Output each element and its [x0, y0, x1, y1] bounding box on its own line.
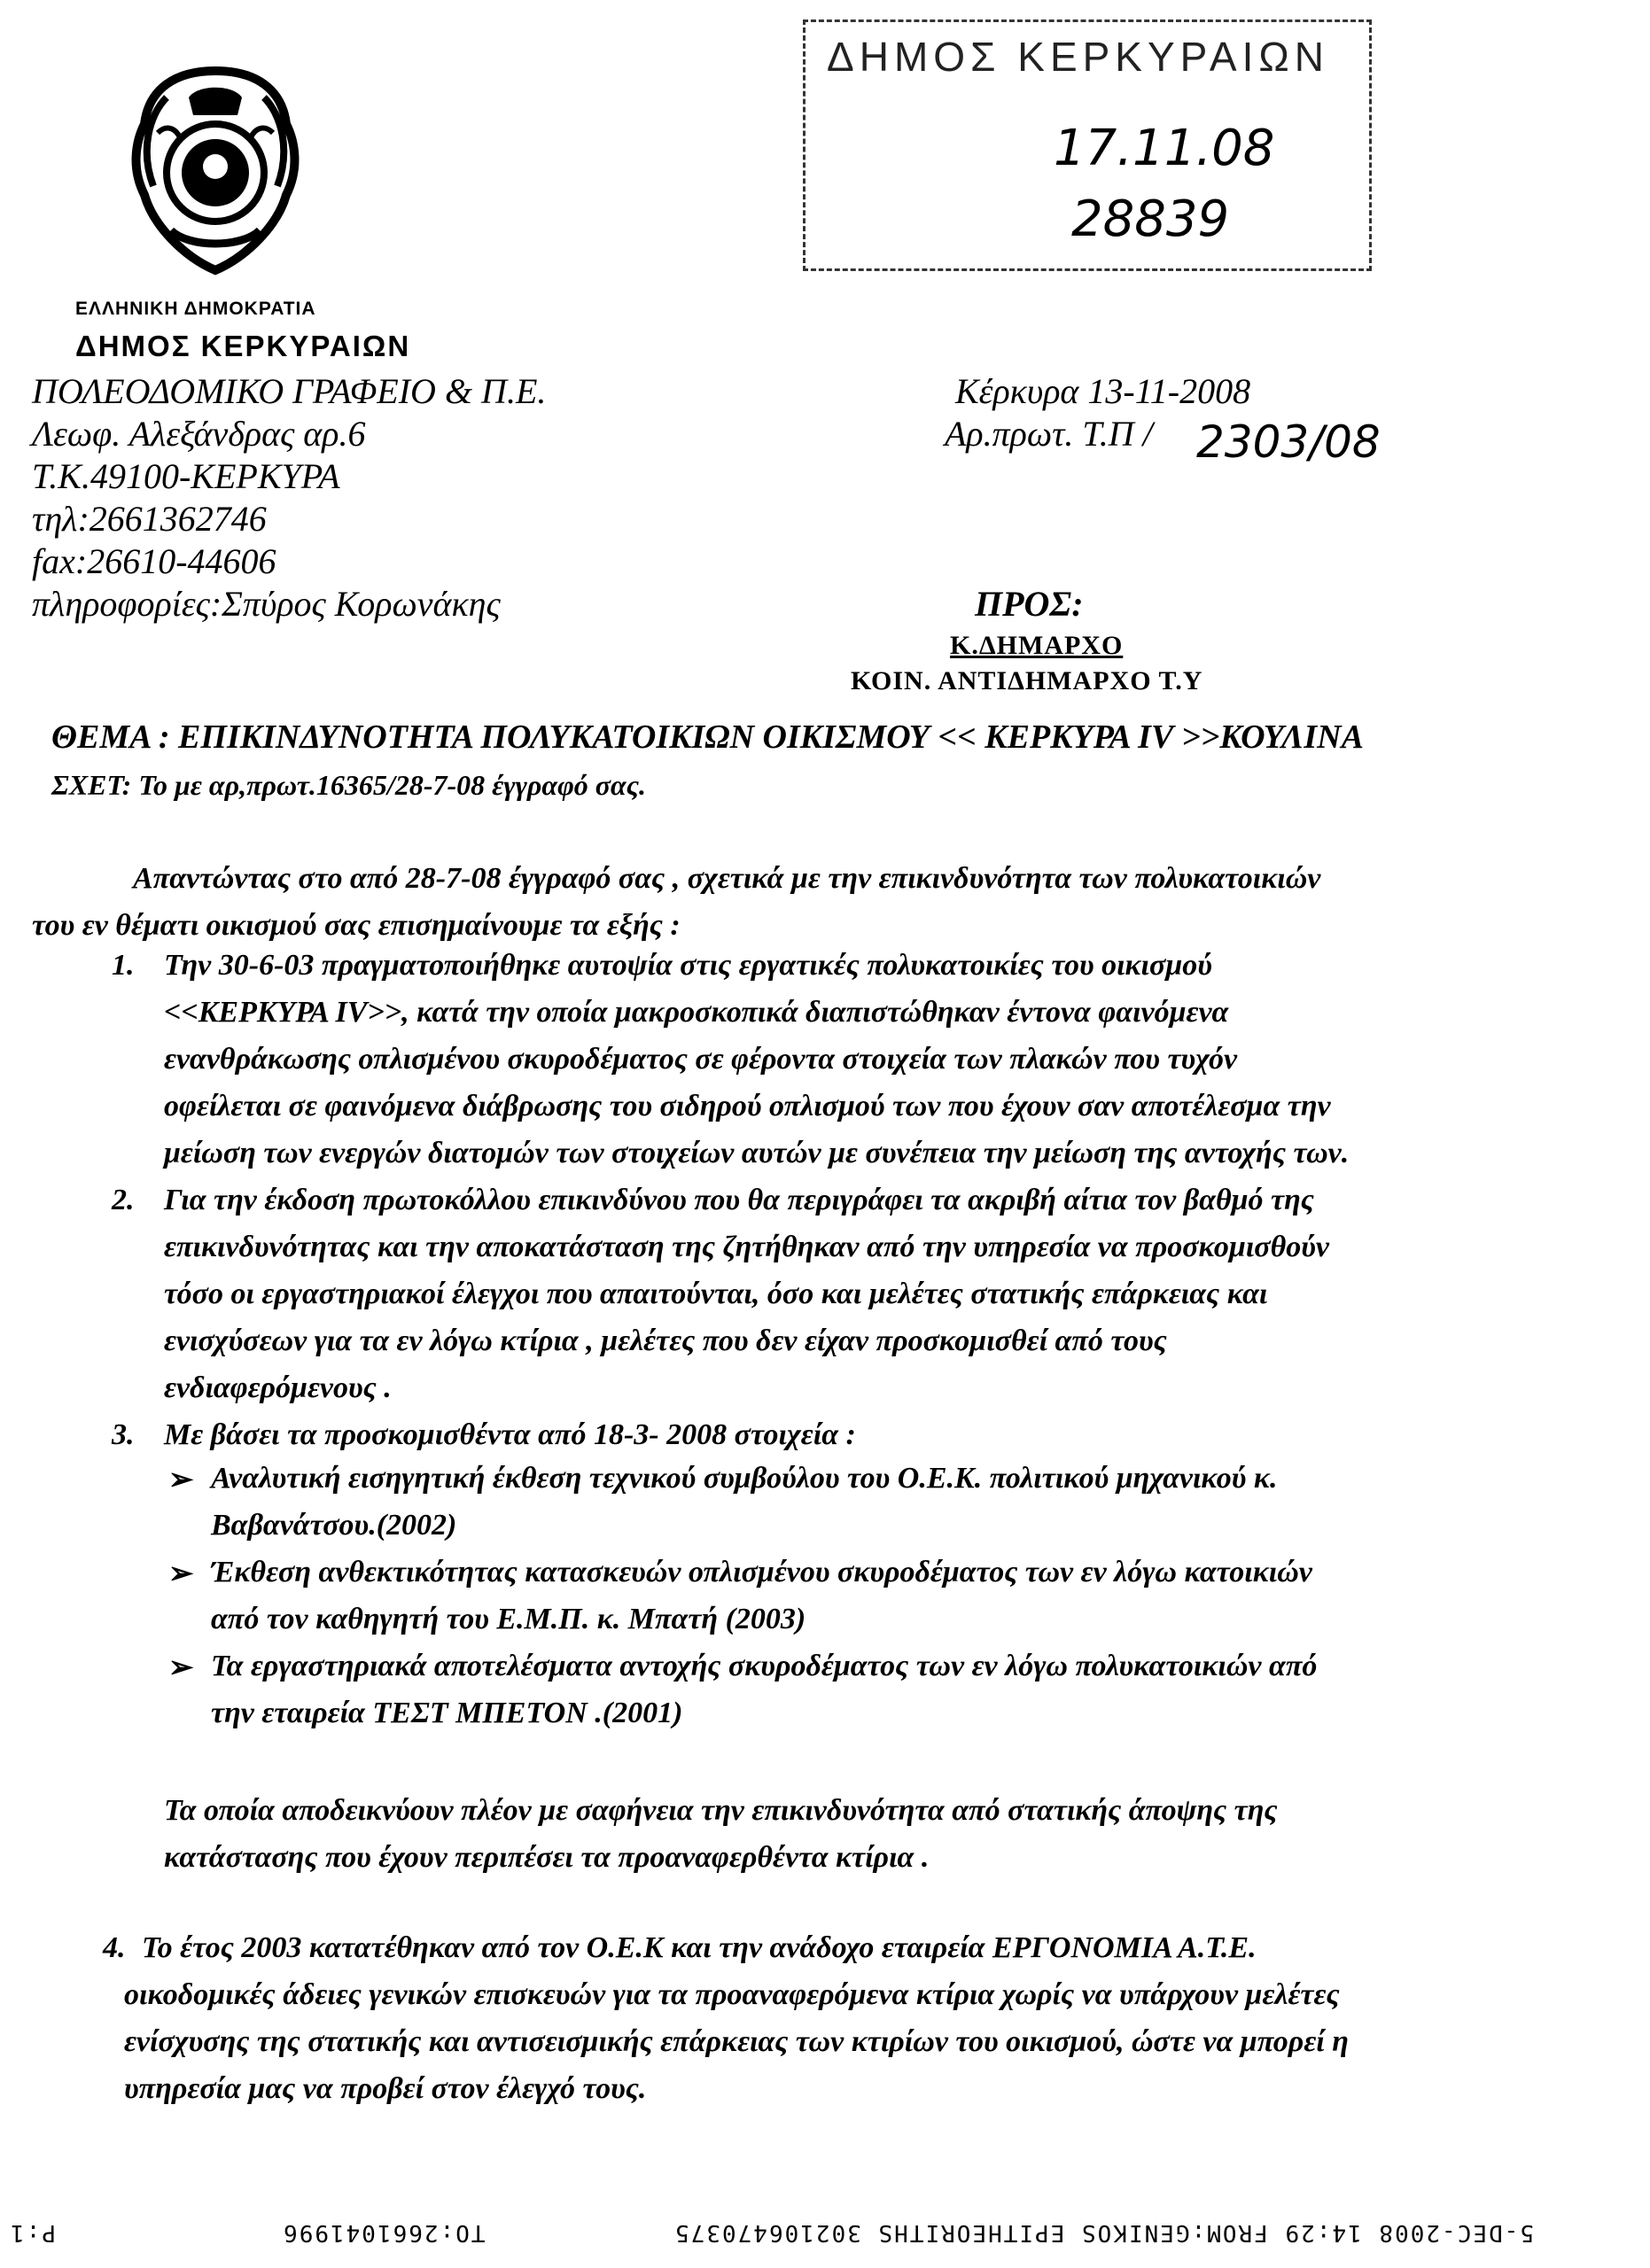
fax-header-footer: [0, 2219, 1650, 2255]
office-contact: πληροφορίες:Σπύρος Κορωνάκης: [32, 584, 501, 624]
protocol-number-handwritten: 2303/08: [1196, 416, 1381, 468]
item-line: τόσο οι εργαστηριακοί έλεγχοι που απαιτούνται, όσο και μελέτες στατικής επάρκειας και: [164, 1278, 1268, 1310]
arrow-bullet-icon: ➢: [168, 1557, 194, 1590]
item-line: Για την έκδοση πρωτοκόλλου επικινδύνου που θα περιγράφει τα ακριβή αίτια τον βαθμό της: [164, 1184, 1314, 1216]
item-line: ενισχύσεων για τα εν λόγω κτίρια , μελέτες που δεν είχαν προσκομισθεί από τους: [164, 1324, 1167, 1357]
item-line: <<ΚΕΡΚΥΡΑ ΙV>>, κατά την οποία μακροσκοπικά διαπιστώθηκαν έντονα φαινόμενα: [164, 996, 1229, 1029]
office-postcode: Τ.Κ.49100-ΚΕΡΚΥΡΑ: [32, 456, 340, 496]
arrow-bullet-icon: ➢: [168, 1464, 194, 1496]
item-line: Την 30-6-03 πραγματοποιήθηκε αυτοψία στις εργατικές πολυκατοικίες του οικισμού: [164, 949, 1212, 982]
item-line: οφείλεται σε φαινόμενα διάβρωσης του σιδηρού οπλισμού των που έχουν σαν αποτέλεσμα την: [164, 1090, 1331, 1122]
item-line: επικινδυνότητας και την αποκατάσταση της ζητήθηκαν από την υπηρεσία να προσκομισθούν: [164, 1231, 1329, 1263]
intro-line: του εν θέματι οικισμού σας επισημαίνουμε τα εξής :: [32, 909, 681, 942]
municipality-name: ΔΗΜΟΣ ΚΕΡΚΥΡΑΙΩΝ: [75, 330, 411, 362]
registry-stamp: [803, 19, 1372, 271]
item-line: Με βάσει τα προσκομισθέντα από 18-3- 2008 στοιχεία :: [164, 1418, 856, 1451]
item-line: ενίσχυσης της στατικής και αντισεισμικής επάρκειας των κτιρίων του οικισμού, ώστε να μπορεί η: [124, 2025, 1349, 2058]
place-date: Κέρκυρα 13-11-2008: [955, 371, 1251, 411]
recipient-deputy: ΚΟΙΝ. ΑΝΤΙΔΗΜΑΡΧΟ Τ.Υ: [851, 666, 1203, 695]
item-line: ενδιαφερόμενους .: [164, 1371, 392, 1404]
item-number: 1.: [112, 949, 135, 982]
subject-line: ΘΕΜΑ : ΕΠΙΚΙΝΔΥΝΟΤΗΤΑ ΠΟΛΥΚΑΤΟΙΚΙΩΝ ΟΙΚΙΣΜΟΥ << ΚΕΡΚΥΡΑ ΙV >>ΚΟΥΛΙΝΑ: [51, 718, 1364, 756]
conclusion-line: Τα οποία αποδεικνύουν πλέον με σαφήνεια την επικινδυνότητα από στατικής άποψης της: [164, 1794, 1278, 1827]
office-fax: fax:26610-44606: [32, 541, 276, 581]
protocol-label: Αρ.πρωτ. Τ.Π /: [945, 414, 1153, 454]
item-line: ενανθράκωσης οπλισμένου σκυροδέματος σε φέροντα στοιχεία των πλακών που τυχόν: [164, 1043, 1238, 1076]
bullet-line: Έκθεση ανθεκτικότητας κατασκευών οπλισμένου σκυροδέματος των εν λόγω κατοικιών: [211, 1556, 1312, 1588]
recipient-mayor: Κ.ΔΗΜΑΡΧΟ: [950, 631, 1124, 660]
stamp-number: 28839: [1071, 190, 1230, 248]
item-line: οικοδομικές άδειες γενικών επισκευών για τα προαναφερόμενα κτίρια χωρίς να υπάρχουν μελέτες: [124, 1978, 1340, 2011]
coat-of-arms-icon: [113, 62, 317, 279]
fax-page-number: P:1: [9, 2219, 56, 2246]
country-label: ΕΛΛΗΝΙΚΗ ΔΗΜΟΚΡΑΤΙΑ: [75, 299, 316, 319]
bullet-line: Βαβανάτσου.(2002): [211, 1509, 457, 1542]
arrow-bullet-icon: ➢: [168, 1651, 194, 1684]
office-name: ΠΟΛΕΟΔΟΜΙΚΟ ΓΡΑΦΕΙΟ & Π.Ε.: [32, 371, 547, 411]
item-line: υπηρεσία μας να προβεί στον έλεγχό τους.: [124, 2072, 647, 2105]
item-number: 4.: [103, 1931, 126, 1964]
reference-line: ΣΧΕΤ: Το με αρ,πρωτ.16365/28-7-08 έγγραφό σας.: [51, 769, 646, 801]
intro-line: Απαντώντας στο από 28-7-08 έγγραφό σας , σχετικά με την επικινδυνότητα των πολυκατοικιών: [133, 862, 1321, 895]
fax-sender-line: 5-DEC-2008 14:29 FROM:GENIKOS EPITHEORITHS 302106470375: [673, 2219, 1534, 2246]
item-number: 3.: [112, 1418, 135, 1451]
fax-to-number: TO:2661041996: [282, 2219, 486, 2246]
item-line: μείωση των ενεργών διατομών των στοιχείων αυτών με συνέπεια την μείωση της αντοχής των.: [164, 1137, 1350, 1169]
bullet-line: από τον καθηγητή του Ε.Μ.Π. κ. Μπατή (2003): [211, 1603, 806, 1635]
stamp-date: 17.11.08: [1054, 120, 1275, 177]
office-phone: τηλ:2661362746: [32, 499, 267, 539]
bullet-line: Αναλυτική εισηγητική έκθεση τεχνικού συμβούλου του Ο.Ε.Κ. πολιτικού μηχανικού κ.: [211, 1462, 1278, 1495]
stamp-title: ΔΗΜΟΣ ΚΕΡΚΥΡΑΙΩΝ: [827, 34, 1330, 80]
item-number: 2.: [112, 1184, 135, 1216]
recipients-label: ΠΡΟΣ:: [975, 584, 1084, 624]
bullet-line: την εταιρεία ΤΕΣΤ ΜΠΕΤΟΝ .(2001): [211, 1697, 683, 1729]
item-line: Το έτος 2003 κατατέθηκαν από τον Ο.Ε.Κ και την ανάδοχο εταιρεία ΕΡΓΟΝΟΜΙΑ Α.Τ.Ε.: [142, 1931, 1257, 1964]
conclusion-line: κατάστασης που έχουν περιπέσει τα προαναφερθέντα κτίρια .: [164, 1841, 930, 1874]
bullet-line: Τα εργαστηριακά αποτελέσματα αντοχής σκυροδέματος των εν λόγω πολυκατοικιών από: [211, 1650, 1318, 1682]
office-street: Λεωφ. Αλεξάνδρας αρ.6: [32, 414, 366, 454]
